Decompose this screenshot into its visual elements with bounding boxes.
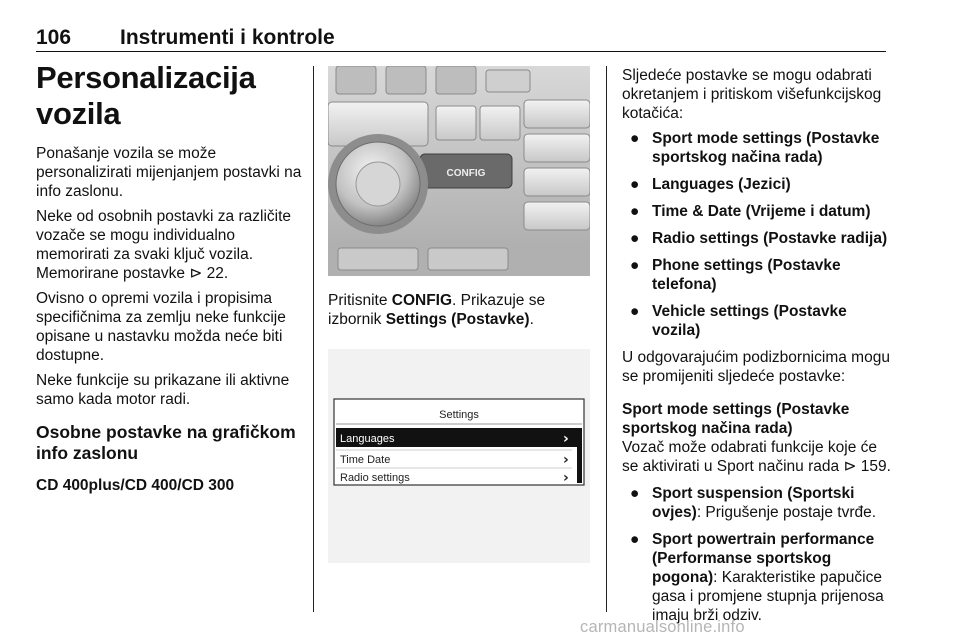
list-item: ● Phone settings (Postavke telefona)	[630, 257, 841, 293]
subsection-heading: Osobne postavke na grafičkom info zaslonu	[36, 422, 296, 463]
paragraph-equipment: Ovisno o opremi vozila i propisima specifičnima za zemlju neke funkcije opisane u nastavku možda neće biti dostupne.	[36, 290, 286, 364]
page-header	[36, 24, 886, 52]
page-ref-icon: ⊳	[843, 458, 857, 475]
column-3	[622, 66, 892, 625]
list-item: ● Languages (Jezici)	[630, 176, 791, 193]
intro-paragraph: Sljedeće postavke se mogu odabrati okretanjem i pritiskom višefunkcijskog kotačića:	[622, 67, 882, 122]
bullet-icon: ●	[630, 257, 640, 274]
page-ref[interactable]: 22.	[206, 265, 229, 282]
chevron-right-icon: ›	[563, 452, 569, 468]
screen-title: Settings	[439, 409, 479, 421]
config-keyword: CONFIG	[391, 292, 453, 309]
chevron-right-icon: ›	[563, 431, 569, 447]
bullet-icon: ●	[630, 531, 640, 548]
page-number: 106	[36, 26, 72, 49]
list-item: ● Sport powertrain performance (Performanse sportskog pogona): Karakteristike papučice gasa i promjene stupnja prijenosa imaju brži odziv.	[630, 531, 884, 624]
sport-mode-paragraph: Vozač može odabrati funkcije koje će se aktivirati u Sport načinu rada ⊳ 159.	[622, 439, 891, 475]
bullet-icon: ●	[630, 203, 640, 220]
list-item: ● Sport suspension (Sportski ovjes): Prigušenje postaje tvrđe.	[630, 485, 877, 521]
paragraph-memory: Neke od osobnih postavki za različite vozače se mogu individualno memorirati za svaki ključ vozila. Memorirane postavke ⊳ 22.	[36, 208, 292, 282]
settings-menu-name: Settings (Postavke)	[385, 311, 530, 328]
section-title: Personalizacija vozila	[36, 60, 256, 131]
sport-mode-heading: Sport mode settings (Postavke sportskog načina rada)	[622, 401, 850, 437]
press-config-paragraph: Pritisnite CONFIG. Prikazuje se izbornik Settings (Postavke).	[328, 292, 546, 328]
bullet-icon: ●	[630, 130, 640, 147]
settings-screen-image	[328, 349, 590, 563]
list-item: ● Radio settings (Postavke radija)	[630, 230, 888, 247]
page-ref-icon: ⊳	[189, 265, 203, 282]
screen-scrollbar	[577, 428, 582, 483]
list-item: ● Vehicle settings (Postavke vozila)	[630, 303, 847, 339]
screen-item-time-date: Time Date	[340, 454, 391, 466]
model-heading: CD 400plus/CD 400/CD 300	[36, 477, 235, 494]
bullet-icon: ●	[630, 230, 640, 247]
page-ref[interactable]: 159.	[860, 458, 891, 475]
chapter-title: Instrumenti i kontrole	[120, 26, 335, 49]
column-divider-2	[606, 66, 607, 612]
watermark: carmanualsonline.info	[580, 618, 745, 636]
bullet-icon: ●	[630, 485, 640, 502]
list-item: ● Sport mode settings (Postavke sportskog načina rada)	[630, 130, 880, 166]
list-item: ● Time & Date (Vrijeme i datum)	[630, 203, 871, 220]
chevron-right-icon: ›	[563, 470, 569, 486]
submenu-paragraph: U odgovarajućim podizbornicima mogu se promijeniti sljedeće postavke:	[622, 349, 890, 385]
column-1	[36, 60, 306, 495]
settings-screen-svg	[328, 349, 590, 563]
bullet-icon: ●	[630, 176, 640, 193]
paragraph-intro: Ponašanje vozila se može personalizirati mijenjanjem postavki na info zaslonu.	[36, 145, 302, 200]
column-2	[328, 66, 590, 563]
bullet-icon: ●	[630, 303, 640, 320]
screen-item-radio-settings: Radio settings	[340, 472, 410, 484]
screen-item-languages: Languages	[340, 433, 395, 445]
paragraph-engine: Neke funkcije su prikazane ili aktivne samo kada motor radi.	[36, 372, 290, 408]
config-button-label: CONFIG	[446, 168, 486, 179]
dashboard-photo	[328, 66, 590, 276]
column-divider-1	[313, 66, 314, 612]
